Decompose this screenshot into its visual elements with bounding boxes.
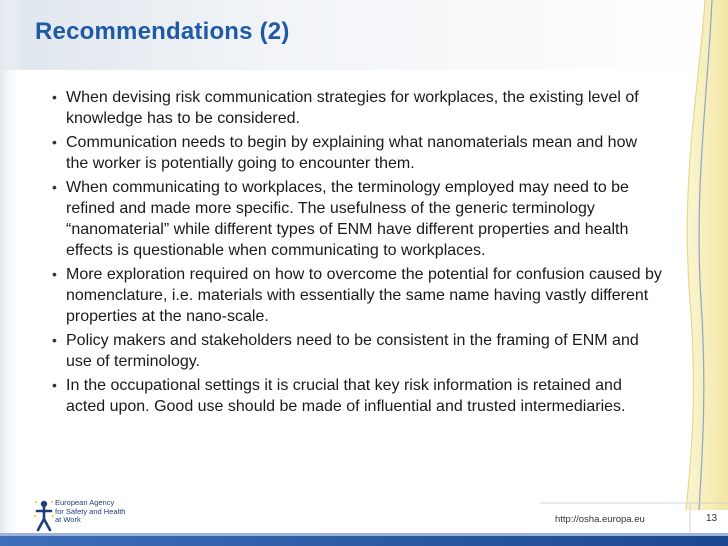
osha-logo-icon <box>33 499 55 533</box>
bullet-list <box>52 87 662 420</box>
list-item <box>52 87 662 129</box>
page-number: 13 <box>706 513 718 524</box>
logo-line: at Work <box>55 515 81 524</box>
list-item <box>52 177 662 261</box>
bullet-icon: • <box>52 377 57 393</box>
bullet-text: More exploration required on how to overcome the potential for confusion caused by nomenclature, i.e. materials with essentially the same name having vastly different properties at the nano-scale. <box>66 266 662 325</box>
logo-line: European Agency <box>55 498 115 507</box>
list-item <box>52 330 662 372</box>
list-item <box>52 264 662 327</box>
bullet-text: When communicating to workplaces, the terminology employed may need to be refined and made more specific. The usefulness of the generic terminology “nanomaterial” while different types of ENM have different properties and health effects is questionable when communicating to workplaces. <box>66 179 629 259</box>
bullet-icon: • <box>52 179 57 195</box>
bullet-icon: • <box>52 134 57 150</box>
list-item <box>52 375 662 417</box>
osha-logo-text <box>55 499 125 525</box>
bullet-icon: • <box>52 89 57 105</box>
bullet-text: Communication needs to begin by explaining what nanomaterials mean and how the worker is potentially going to encounter them. <box>66 134 638 172</box>
osha-logo <box>33 497 133 535</box>
bullet-text: In the occupational settings it is crucial that key risk information is retained and acted upon. Good use should be made of influential and trusted intermediaries. <box>66 377 626 415</box>
footer-url: http://osha.europa.eu <box>555 514 645 525</box>
bullet-icon: • <box>52 332 57 348</box>
page-title: Recommendations (2) <box>35 18 290 45</box>
bullet-text: Policy makers and stakeholders need to be consistent in the framing of ENM and use of terminology. <box>66 332 639 370</box>
bullet-icon: • <box>52 266 57 282</box>
logo-line: for Safety and Health <box>55 506 126 516</box>
list-item <box>52 132 662 174</box>
bullet-text: When devising risk communication strategies for workplaces, the existing level of knowledge has to be considered. <box>66 89 639 127</box>
